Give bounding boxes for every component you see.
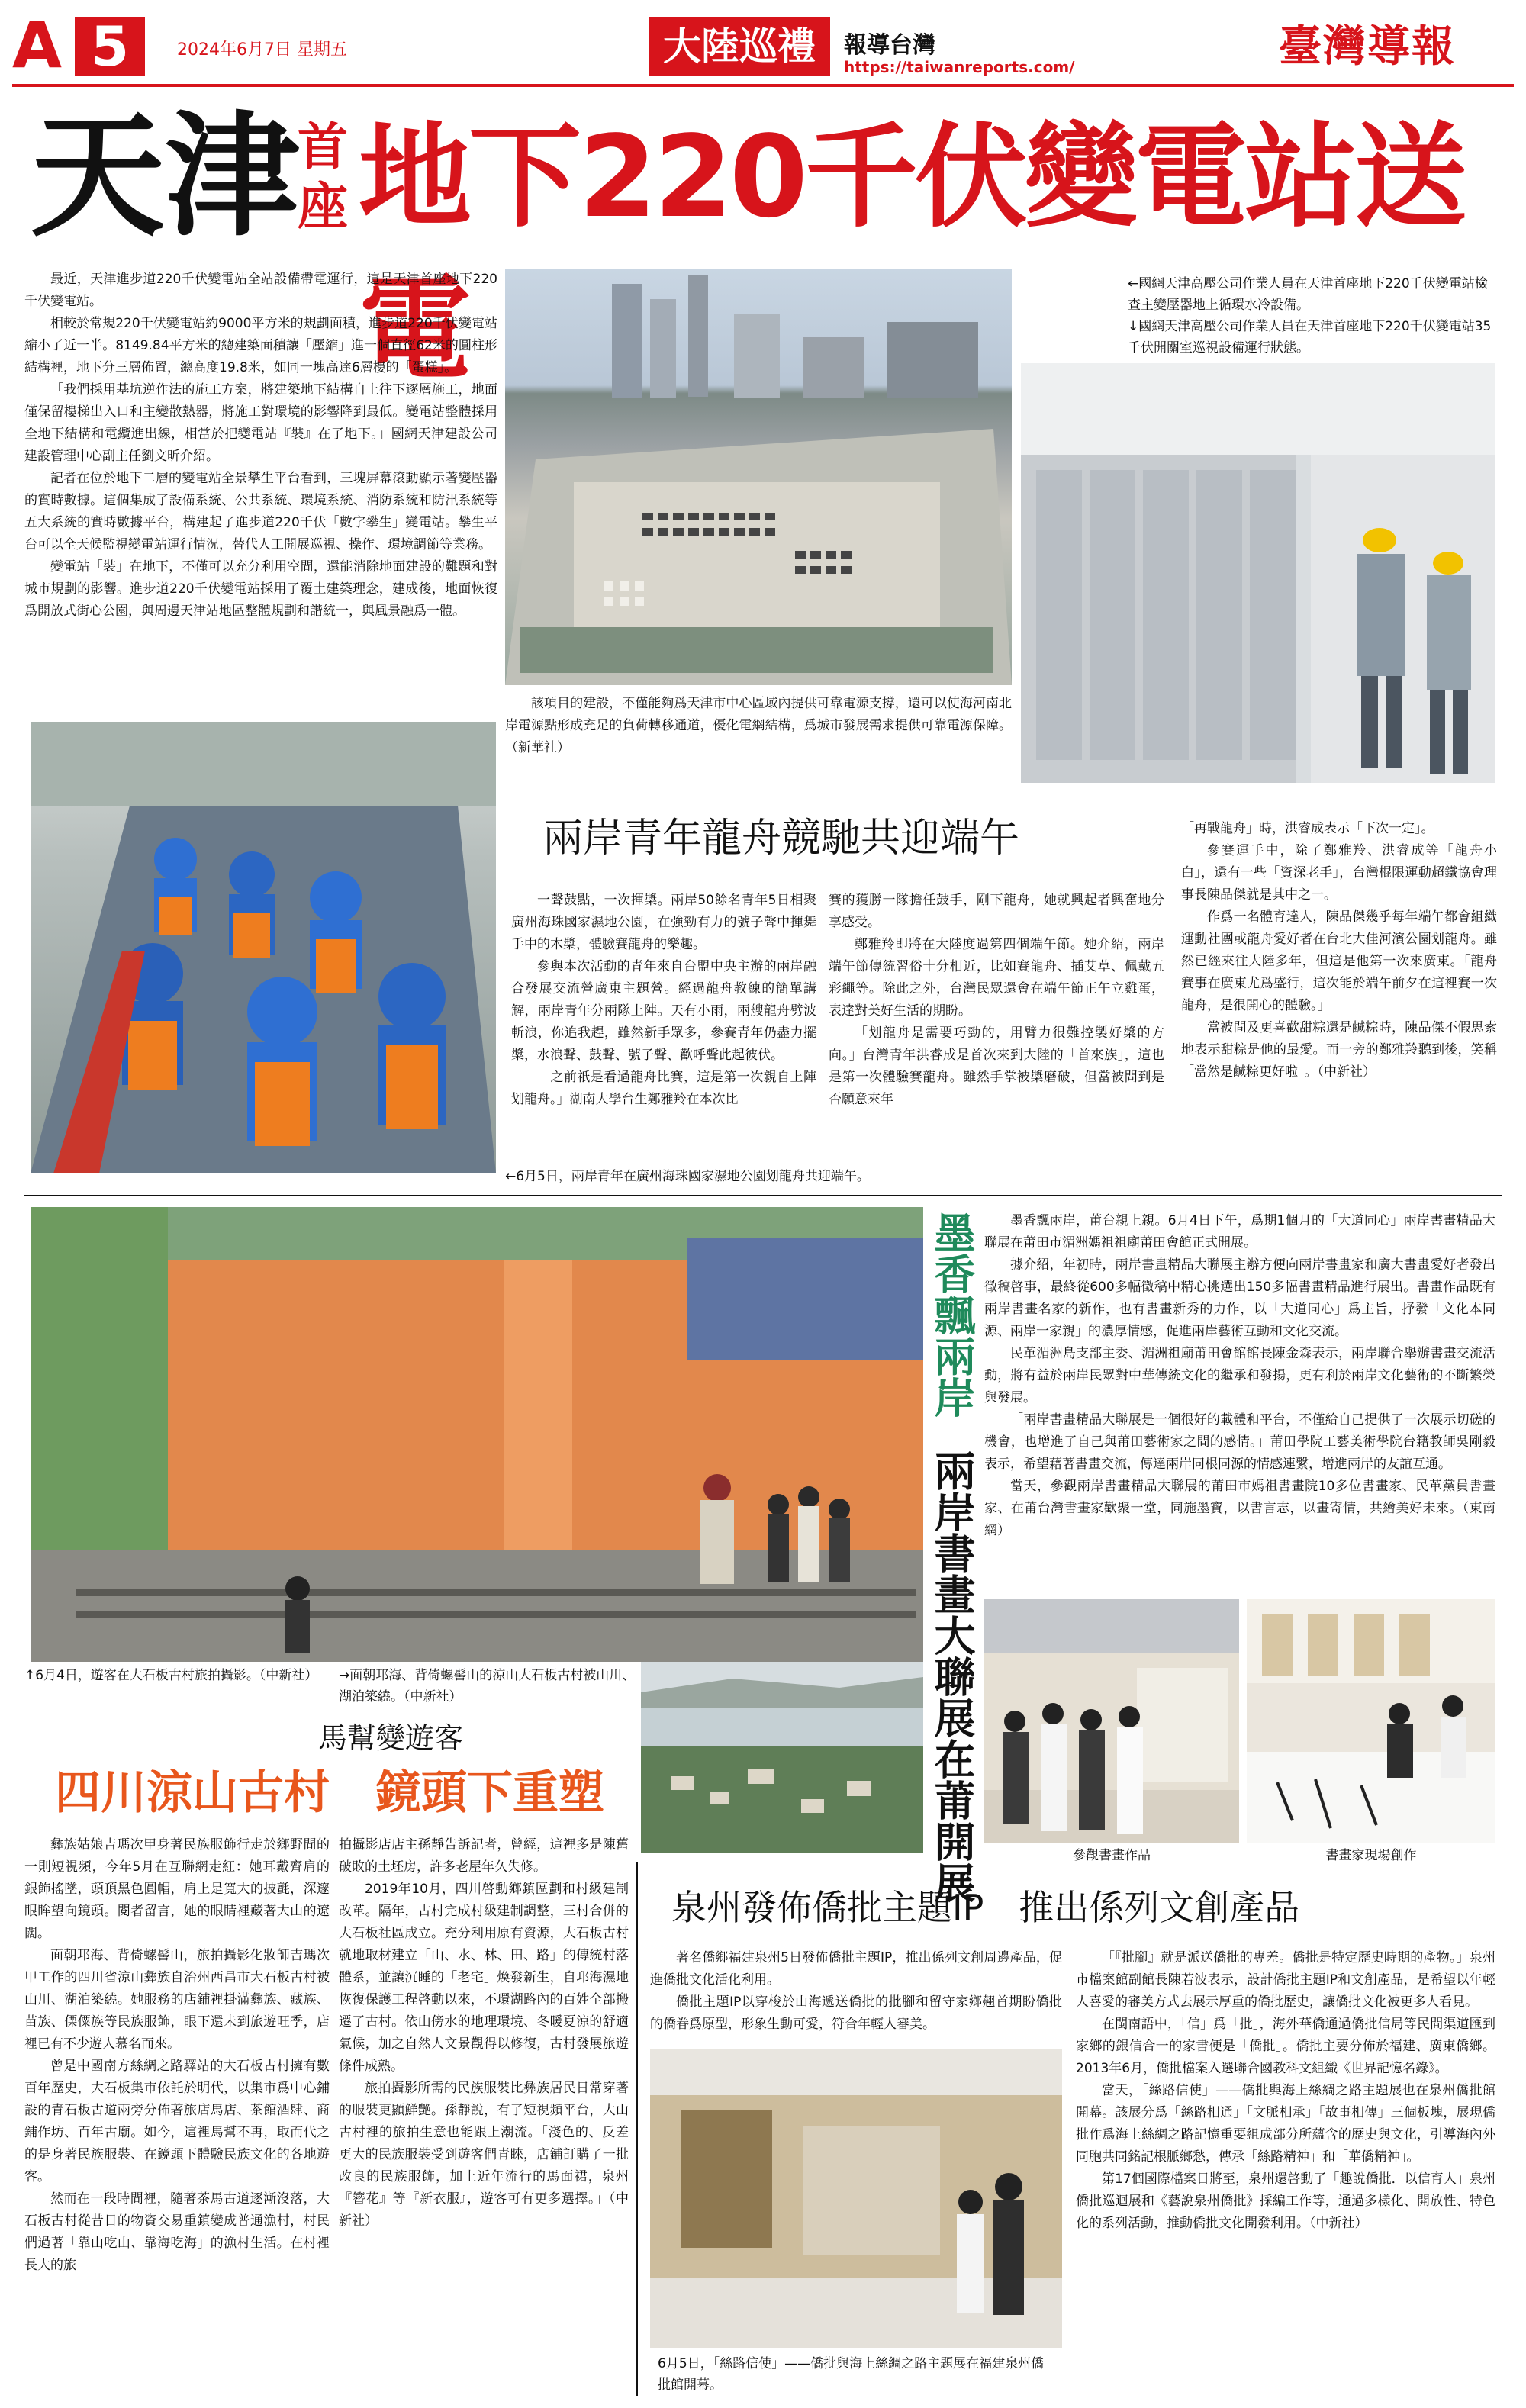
paragraph: 「兩岸書畫精品大聯展是一個很好的載體和平台，不僅給自己提供了一次展示切磋的機會，也增進了自己與莆田藝術家之間的感情。」莆田學院工藝美術學院台籍教師吳剛毅表示，希望藉著書畫交流，傳達兩岸同根同源的情感連繫，增進兩岸的友誼互通。	[984, 1412, 1495, 1472]
paragraph: 墨香飄兩岸，莆台親上親。6月4日下午，爲期1個月的「大道同心」兩岸書畫精品大聯展在莆田市湄洲媽祖祖廟莆田會館正式開展。	[984, 1213, 1495, 1251]
paragraph: 民革湄洲島支部主委、湄洲祖廟莆田會館館長陳金森表示，兩岸聯合舉辦書畫交流活動，將有益於兩岸民眾對中華傳統文化的繼承和發揚，更有利於兩岸文化藝術的不斷繁榮與發展。	[984, 1346, 1495, 1405]
story4-col2	[339, 1834, 629, 2399]
paragraph: 參與本次活動的青年來自台盟中央主辦的兩岸融合發展交流營廣東主題營。經過龍舟教練的簡單講解，兩岸青年分兩隊上陣。天有小雨，兩艘龍舟劈波斬浪，你追我趕，雖然新手眾多，參賽青年仍盡力擺槳，水浪聲、鼓聲、號子聲、歡呼聲此起彼伏。	[511, 959, 816, 1063]
paragraph: 記者在位於地下二層的變電站全景攀生平台看到，三塊屏幕滾動顯示著變壓器的實時數據。這個集成了設備系統、公共系統、環境系統、消防系統和防汛系統等五大系統的實時數據平台，構建起了進步道220千伏「數字攀生」變電站。攀生平台可以全天候監視變電站運行情況，替代人工開展巡視、操作、環境調節等業務。	[24, 471, 497, 552]
section-box	[649, 17, 830, 76]
story4-kicker: 馬幫變遊客	[317, 1721, 463, 1755]
story2-headline: 兩岸青年龍舟競馳共迎端午	[543, 816, 1020, 861]
story3-caption-right: 書畫家現場創作	[1325, 1848, 1417, 1863]
paragraph: 「我們採用基坑逆作法的施工方案，將建築地下結構自上往下逐層施工，地面僅保留樓梯出入口和主變散熱器，將施工對環境的影響降到最低。變電站整體採用全地下結構和電纜進出線，相當於把變電站『裝』在了地下。」國網天津建設公司建設管理中心副主任劉文昕介紹。	[24, 382, 497, 464]
paragraph: 賽的獲勝一隊擔任鼓手，剛下龍舟，她就興起者興奮地分享感受。	[829, 893, 1164, 930]
story1-body	[24, 269, 497, 723]
page-letter: A	[12, 8, 63, 82]
paragraph: 相較於常規220千伏變電站約9000平方米的規劃面積，進步道220千伏變電站縮小了近一半。8149.84平方米的總建築面積讓「壓縮」進一個直徑62米的圓柱形結構裡，地下分三層佈置，總高度19.8米，如同一塊高達6層樓的「蛋糕」。	[24, 316, 497, 375]
story4-divider	[636, 1862, 638, 2396]
paragraph: 參賽運手中，除了鄭雅羚、洪睿成等「龍舟小白」，還有一些「資深老手」，台灣棍限運動超鐵協會理事長陳品傑就是其中之一。	[1181, 843, 1497, 903]
paragraph: 僑批主題IP以穿梭於山海遞送僑批的批腳和留守家鄉翹首期盼僑批的僑眷爲原型，形象生動可愛，符合年輕人審美。	[650, 1994, 1062, 2032]
story3-headline-a: 墨香飄兩岸	[928, 1212, 976, 1418]
masthead	[0, 0, 1526, 90]
paragraph: 面朝邛海、背倚螺髻山，旅拍攝影化妝師吉瑪次甲工作的四川省涼山彝族自治州西昌市大石板古村被山川、湖泊築繞。她服務的店鋪裡掛滿彝族、藏族、苗族、傈僳族等民族服飾，眼下還未到旅遊旺季，店裡已有不少遊人慕名而來。	[24, 1948, 330, 2052]
paragraph: 變電站「裝」在地下，不僅可以充分利用空間，還能消除地面建設的難題和對城市規劃的影響。進步道220千伏變電站採用了覆土建築理念，建成後，地面恢復爲開放式街心公園，與周邊天津站地區整體規劃和諧統一，與風景融爲一體。	[24, 559, 497, 619]
story5-caption: 6月5日，「絲路信使」——僑批與海上絲綢之路主題展在福建泉州僑批館開幕。	[658, 2356, 1045, 2393]
headline-part-a: 天津	[31, 98, 300, 255]
paragraph: 「之前祇是看過龍舟比賽，這是第一次親自上陣划龍舟。」湖南大學台生鄭雅羚在本次比	[511, 1070, 816, 1107]
story4-caption-left: ↑6月4日，遊客在大石板古村旅拍攝影。（中新社）	[24, 1668, 318, 1683]
headline-part-b: 地下220千伏變電站送電	[359, 111, 1464, 395]
paragraph: 在閩南語中，「信」爲「批」，海外華僑通過僑批信局等民間渠道匯到家鄉的銀信合一的家書便是「僑批」。僑批主要分佈於福建、廣東僑鄉。2013年6月，僑批檔案入選聯合國教科文組織《世界記憶名錄》。	[1076, 2017, 1495, 2076]
paragraph: 一聲鼓點，一次揮槳。兩岸50餘名青年5日相聚廣州海珠國家濕地公園，在強勁有力的號子聲中揮舞手中的木槳，體驗賽龍舟的樂趣。	[511, 893, 816, 952]
section-title: 大陸巡禮	[663, 24, 816, 69]
story2-col1	[511, 890, 816, 1154]
paragraph: 2019年10月，四川啓動鄉鎮區劃和村級建制改革。隔年，古村完成村級建制調整，三村合併的大石板社區成立。充分利用原有資源，大石板古村就地取材建立「山、水、林、田、路」的傳統村落體系，並讓沉睡的「老宅」煥發新生，自邛海濕地恢復保護工程啓動以來，不環湖路內的百姓全部搬遷了古村。依山傍水的地理環境、冬暖夏涼的舒適氣候，加之自然人文景觀得以修復，古村發展旅遊條件成熟。	[339, 1882, 629, 2074]
village-illustration	[31, 1207, 923, 1662]
story1-caption-1: ←國網天津高壓公司作業人員在天津首座地下220千伏變電站檢查主變壓器地上循環水冷設備。	[1128, 276, 1488, 313]
photo-substation-aerial	[505, 269, 1012, 685]
photo-substation-worker	[1021, 363, 1495, 783]
paragraph: 「『批腳』就是派送僑批的專差。僑批是特定歷史時期的產物。」泉州市檔案館副館長陳若波表示，設計僑批主題IP和文創產品，是希望以年輕人喜愛的審美方式去展示厚重的僑批歷史，讓僑批文化被更多人看見。	[1076, 1950, 1495, 2010]
paragraph: 當天，參觀兩岸書畫精品大聯展的莆田市媽祖書畫院10多位書畫家、民革黨員書畫家、在莆台灣書畫家歡聚一堂，同施墨寶，以書言志，以畫寄情，共繪美好未來。（東南網）	[984, 1479, 1495, 1538]
story1-body-continued	[505, 693, 1012, 783]
story2-col2	[829, 890, 1164, 1154]
page-number: 5	[90, 14, 130, 79]
page-number-box	[75, 14, 145, 79]
exhibition-illustration	[650, 2049, 1062, 2348]
paragraph: 曾是中國南方絲綢之路驛站的大石板古村擁有數百年歷史，大石板集市依託於明代，以集市爲中心鋪設的青石板古道兩旁分佈著旅店馬店、茶館酒肆、商鋪作坊、百年古廟。如今，這裡馬幫不再，取而代之的是身著民族服裝、在鏡頭下體驗民族文化的各地遊客。	[24, 2059, 330, 2184]
paragraph: 鄭雅羚即將在大陸度過第四個端午節。她介紹，兩岸端午節傳統習俗十分相近，比如賽龍舟、插艾草、佩戴五彩繩等。除此之外，台灣民眾還會在端午節正午立雞蛋，表達對美好生活的期盼。	[829, 937, 1164, 1019]
story3-caption-left: 參觀書畫作品	[1073, 1848, 1151, 1863]
paragraph: 拍攝影店店主孫靜告訴記者，曾經，這裡多是陳舊破敗的土坯房，許多老屋年久失修。	[339, 1837, 629, 1875]
story2-col3	[1181, 818, 1497, 1154]
paragraph: 旅拍攝影所需的民族服裝比彝族居民日常穿著的服裝更顯鮮艷。孫靜說，有了短視頻平台，大山古村裡的旅拍生意也能跟上潮流。「淺色的、反差更大的民族服裝受到遊客們青睞，店鋪訂購了一批改良的民族服飾，加上近年流行的馬面裙，泉州『簪花』等『新衣服』，遊客可有更多選擇。」（中新社）	[339, 2081, 629, 2229]
story5-col2	[1076, 1947, 1495, 2400]
photo-live-calligraphy	[1247, 1599, 1495, 1843]
paper-name: 報導台灣	[844, 32, 935, 59]
paragraph: 「再戰龍舟」時，洪睿成表示「下次一定」。	[1181, 821, 1434, 836]
section-divider	[24, 1195, 1502, 1196]
worker-illustration	[1021, 363, 1495, 783]
story4-caption-right: →面朝邛海、背倚螺髻山的涼山大石板古村被山川、湖泊築繞。（中新社）	[339, 1668, 636, 1705]
story5-col1	[650, 1947, 1062, 2043]
story2-caption: ←6月5日，兩岸青年在廣州海珠國家濕地公園划龍舟共迎端午。	[505, 1169, 870, 1184]
paragraph: 當被問及更喜歡甜粽還是鹹粽時，陳品傑不假思索地表示甜粽是他的最愛。而一旁的鄭雅羚聽到後，笑稱「當然是鹹粽更好啦」。（中新社）	[1181, 1020, 1497, 1080]
photo-old-village	[31, 1207, 923, 1662]
paragraph: 據介紹，年初時，兩岸書畫精品大聯展主辦方便向兩岸書畫家和廣大書畫愛好者發出徵稿啓事，最終從600多幅徵稿中精心挑選出150多幅書畫精品進行展出。書畫作品既有兩岸書畫名家的新作，也有書畫新秀的力作，以「大道同心」爲主旨，抒發「文化本同源、兩岸一家親」的濃厚情感，促進兩岸藝術互動和文化交流。	[984, 1257, 1495, 1339]
photo-dragon-boat	[31, 722, 496, 1173]
aerial-illustration	[505, 269, 1012, 685]
story3-body	[984, 1210, 1495, 1592]
paragraph: 作爲一名體育達人，陳品傑幾乎每年端午都會組織運動社團或龍舟愛好者在台北大佳河濱公園划龍舟。雖然已經來往大陸多年，但這是他第一次來廣東。「龍舟賽事在廣東尤爲盛行，這次能於端午前夕在這裡賽一次龍舟，是很開心的體驗。」	[1181, 909, 1497, 1013]
story1-caption-2: ↓國網天津高壓公司作業人員在天津首座地下220千伏變電站35千伏開關室巡視設備運行狀態。	[1128, 319, 1492, 356]
photo-lake-village	[641, 1662, 923, 1853]
story4-col1	[24, 1834, 330, 2399]
paragraph: 著名僑鄉福建泉州5日發佈僑批主題IP，推出係列文創周邊產品，促進僑批文化活化利用。	[650, 1950, 1062, 1988]
headline-small: 首座	[298, 118, 348, 236]
photo-viewing-artworks	[984, 1599, 1239, 1843]
paragraph: 當天，「絲路信使」——僑批與海上絲綢之路主題展也在泉州僑批館開幕。該展分爲「絲路相通」「文脈相承」「故事相傳」三個板塊，展現僑批作爲海上絲綢之路記憶重要組成部分所蘊含的歷史與文化，引導海內外同胞共同銘記根脈鄉愁，傳承「絲路精神」和「華僑精神」。	[1076, 2083, 1495, 2165]
date: 2024年6月7日 星期五	[177, 40, 347, 60]
paragraph: 然而在一段時間裡，隨著茶馬古道逐漸沒落，大石板古村從昔日的物資交易重鎮變成普通漁村，村民們過著「靠山吃山、靠海吃海」的漁村生活。在村裡長大的旅	[24, 2191, 330, 2273]
paragraph: 彝族姑娘吉瑪次甲身著民族服飾行走於鄉野間的一則短視頻，今年5月在互聯網走紅：她耳戴齊肩的銀飾搖墜，頭頂黑色圓帽，肩上是寬大的披氈，深邃眼眸望向鏡頭。閱者留言，她的眼睛裡藏著大山的遼闊。	[24, 1837, 330, 1941]
story5-headline: 泉州發佈僑批主題IP 推出係列文創產品	[671, 1887, 1300, 1928]
paper-url: https://taiwanreports.com/	[844, 58, 1075, 76]
paragraph: 最近，天津進步道220千伏變電站全站設備帶電運行，這是天津首座地下220千伏變電站。	[24, 272, 497, 309]
masthead-rule	[12, 84, 1514, 87]
dragon-boat-illustration	[31, 722, 496, 1173]
calligraphy-illustration	[1247, 1599, 1495, 1843]
logo	[1279, 17, 1508, 76]
paragraph: 該項目的建設，不僅能夠爲天津市中心區域內提供可靠電源支撐，還可以使海河南北岸電源點形成充足的負荷轉移通道，優化電網結構，爲城市發展需求提供可靠電源保障。（新華社）	[505, 696, 1012, 755]
viewing-illustration	[984, 1599, 1239, 1843]
story3-headline-b: 兩岸書畫大聯展在莆開展	[928, 1450, 976, 1903]
paragraph: 第17個國際檔案日將至，泉州還啓動了「趣說僑批．以信育人」泉州僑批巡迴展和《藝說泉州僑批》採編工作等，通過多樣化、開放性、特色化的系列活動，推動僑批文化開發利用。（中新社）	[1076, 2171, 1495, 2231]
paragraph: 「划龍舟是需要巧勁的，用臂力很難控製好槳的方向。」台灣青年洪睿成是首次來到大陸的「首來族」，這也是第一次體驗賽龍舟。雖然手掌被槳磨破，但當被問到是否願意來年	[829, 1025, 1164, 1107]
photo-exhibition-hall	[650, 2049, 1062, 2348]
logo-text: 臺灣導報	[1279, 21, 1456, 72]
story4-headline: 四川涼山古村 鏡頭下重塑	[55, 1766, 604, 1820]
lake-illustration	[641, 1662, 923, 1853]
